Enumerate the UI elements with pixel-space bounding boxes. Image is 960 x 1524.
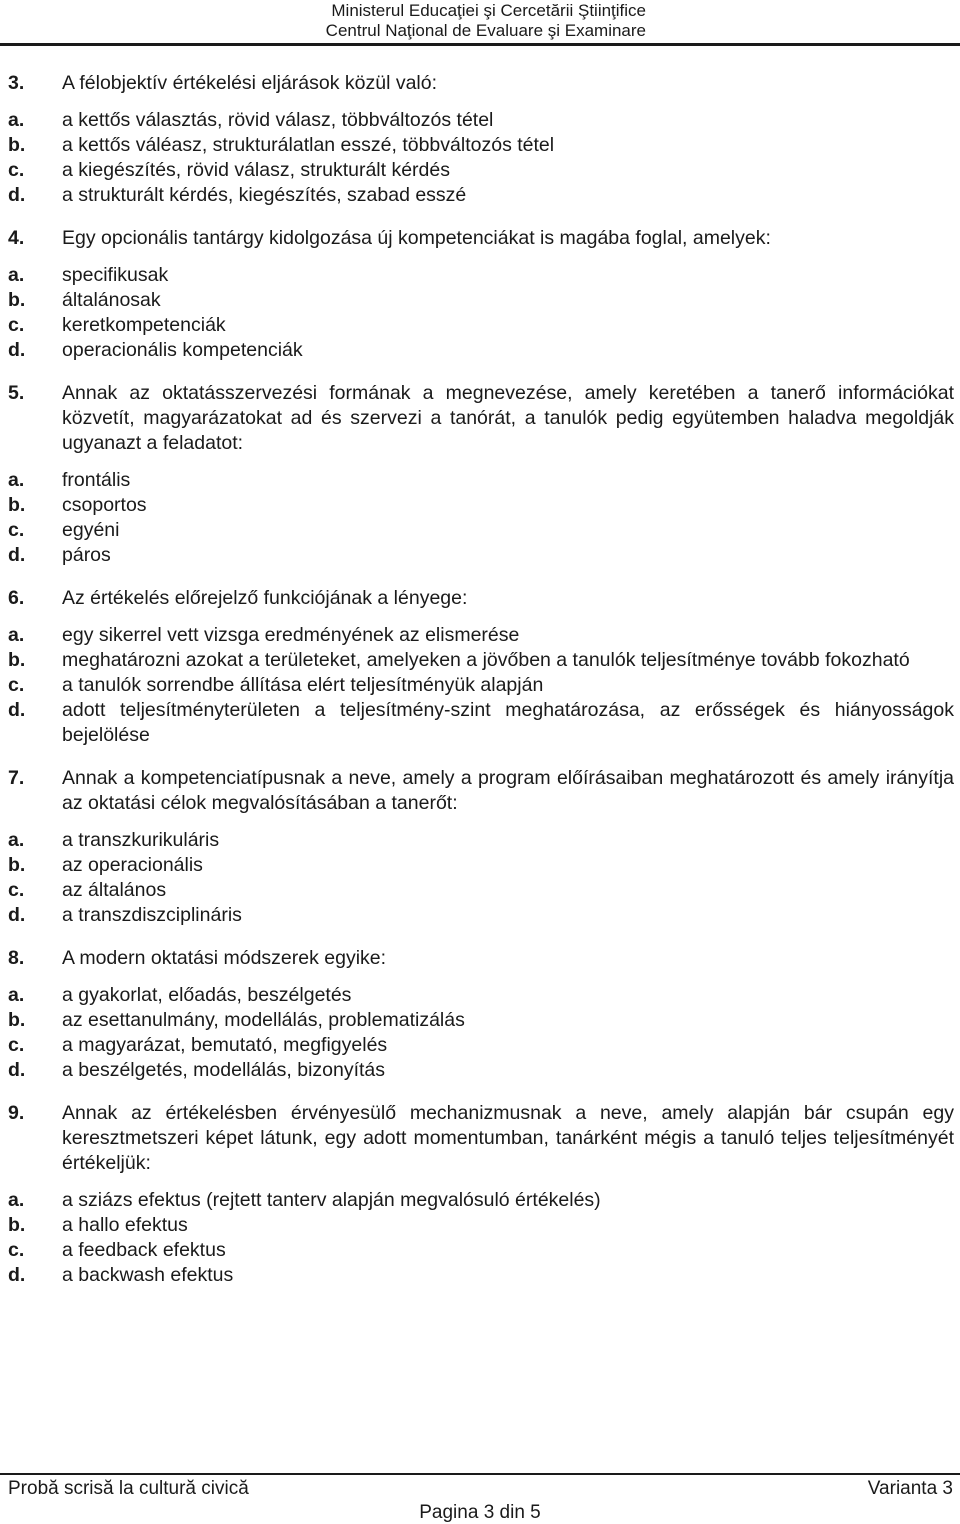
option-text: egy sikerrel vett vizsga eredményének az elismerése (62, 624, 520, 646)
footer-exam-title: Probă scrisă la cultură civică (8, 1478, 249, 1499)
option-text: a kettős váléasz, strukturálatlan esszé, többváltozós tétel (62, 134, 555, 156)
answer-options (8, 263, 954, 363)
option-letter: c. (8, 674, 25, 696)
option-text: operacionális kompetenciák (62, 339, 303, 361)
option-letter: b. (8, 134, 26, 156)
answer-option (8, 468, 954, 493)
answer-option (8, 493, 954, 518)
header-divider (0, 43, 960, 46)
option-text: a sziázs efektus (rejtett tanterv alapján megvalósuló értékelés) (62, 1189, 601, 1211)
question-text: Annak az értékelésben érvényesülő mechanizmusnak a neve, amely alapján bár csupán egy keresztmetszeri képet látunk, egy adott momentumban, tanárként mégis a tanuló teljes teljesítményét értékeljük: (62, 1102, 954, 1174)
option-letter: c. (8, 314, 25, 336)
option-text: egyéni (62, 519, 120, 541)
option-letter: b. (8, 1009, 26, 1031)
option-letter: d. (8, 1059, 26, 1081)
question-7 (8, 766, 954, 928)
option-text: a magyarázat, bemutató, megfigyelés (62, 1034, 388, 1056)
option-text: az esettanulmány, modellálás, problematizálás (62, 1009, 465, 1031)
answer-option (8, 1188, 954, 1213)
option-text: páros (62, 544, 111, 566)
answer-option (8, 183, 954, 208)
question-4 (8, 226, 954, 363)
answer-option (8, 828, 954, 853)
answer-options (8, 983, 954, 1083)
footer-variant: Varianta 3 (867, 1478, 953, 1499)
answer-options (8, 108, 954, 208)
question-number: 3. (8, 72, 25, 94)
answer-option (8, 263, 954, 288)
option-letter: d. (8, 544, 26, 566)
option-letter: b. (8, 854, 26, 876)
question-number: 7. (8, 767, 25, 789)
answer-option (8, 853, 954, 878)
option-letter: a. (8, 469, 25, 491)
answer-option (8, 1008, 954, 1033)
option-letter: b. (8, 1214, 26, 1236)
answer-option (8, 518, 954, 543)
option-letter: a. (8, 624, 25, 646)
answer-option (8, 288, 954, 313)
answer-option (8, 1263, 954, 1288)
question-6 (8, 586, 954, 748)
option-letter: d. (8, 184, 26, 206)
answer-options (8, 828, 954, 928)
question-text: Az értékelés előrejelző funkciójának a lényege: (62, 587, 468, 609)
answer-option (8, 673, 954, 698)
answer-option (8, 108, 954, 133)
option-letter: c. (8, 1034, 25, 1056)
option-text: az operacionális (62, 854, 203, 876)
option-letter: c. (8, 879, 25, 901)
option-letter: a. (8, 264, 25, 286)
option-text: a hallo efektus (62, 1214, 188, 1236)
option-letter: c. (8, 519, 25, 541)
option-text: a gyakorlat, előadás, beszélgetés (62, 984, 352, 1006)
question-9 (8, 1101, 954, 1288)
answer-option (8, 878, 954, 903)
option-text: a feedback efektus (62, 1239, 226, 1261)
option-letter: a. (8, 1189, 25, 1211)
answer-option (8, 133, 954, 158)
question-number: 6. (8, 587, 25, 609)
question-3 (8, 71, 954, 208)
answer-options (8, 1188, 954, 1288)
option-letter: b. (8, 649, 26, 671)
option-letter: a. (8, 109, 25, 131)
question-text: A félobjektív értékelési eljárások közül való: (62, 72, 438, 94)
option-text: a transzdiszciplináris (62, 904, 242, 926)
option-letter: d. (8, 339, 26, 361)
answer-options (8, 468, 954, 568)
option-text: adott teljesítményterületen a teljesítmény-szint meghatározása, az erősségek és hiányosságok bejelölése (62, 699, 954, 746)
answer-option (8, 313, 954, 338)
option-text: a kiegészítés, rövid válasz, strukturált kérdés (62, 159, 450, 181)
question-number: 9. (8, 1102, 25, 1124)
answer-option (8, 1033, 954, 1058)
option-letter: c. (8, 159, 25, 181)
answer-option (8, 623, 954, 648)
answer-option (8, 698, 954, 748)
question-text: Egy opcionális tantárgy kidolgozása új kompetenciákat is magába foglal, amelyek: (62, 227, 771, 249)
question-text: Annak a kompetenciatípusnak a neve, amely a program előírásaiban meghatározott és amely irányítja az oktatási célok megvalósításában a tanerőt: (62, 767, 954, 814)
option-text: a tanulók sorrendbe állítása elért teljesítményük alapján (62, 674, 544, 696)
option-text: keretkompetenciák (62, 314, 226, 336)
option-text: a transzkurikuláris (62, 829, 220, 851)
option-text: a strukturált kérdés, kiegészítés, szabad esszé (62, 184, 467, 206)
answer-option (8, 1238, 954, 1263)
header-center: Centrul Naţional de Evaluare şi Examinare (325, 21, 646, 40)
answer-option (8, 648, 954, 673)
question-number: 5. (8, 382, 25, 404)
answer-option (8, 158, 954, 183)
question-text: A modern oktatási módszerek egyike: (62, 947, 387, 969)
question-text: Annak az oktatásszervezési formának a megnevezése, amely keretében a tanerő információkat közvetít, magyarázatokat ad és szervezi a tanórát, a tanulók pedig együtemben haladva megoldják ugyanazt a feladatot: (62, 382, 954, 454)
option-text: az általános (62, 879, 167, 901)
answer-option (8, 983, 954, 1008)
option-letter: d. (8, 699, 26, 721)
option-letter: a. (8, 829, 25, 851)
option-letter: d. (8, 904, 26, 926)
option-letter: b. (8, 494, 26, 516)
option-letter: c. (8, 1239, 25, 1261)
option-text: a backwash efektus (62, 1264, 234, 1286)
option-text: csoportos (62, 494, 147, 516)
answer-options (8, 623, 954, 748)
question-number: 8. (8, 947, 25, 969)
page-header (0, 0, 960, 43)
answer-option (8, 1213, 954, 1238)
option-text: specifikusak (62, 264, 169, 286)
answer-option (8, 903, 954, 928)
answer-option (8, 338, 954, 363)
question-list (8, 71, 954, 1306)
footer-divider (0, 1473, 960, 1475)
answer-option (8, 543, 954, 568)
page-number: Pagina 3 din 5 (419, 1502, 541, 1523)
option-text: általánosak (62, 289, 161, 311)
question-number: 4. (8, 227, 25, 249)
answer-option (8, 1058, 954, 1083)
question-8 (8, 946, 954, 1083)
option-text: a beszélgetés, modellálás, bizonyítás (62, 1059, 386, 1081)
option-text: a kettős választás, rövid válasz, többváltozós tétel (62, 109, 494, 131)
question-5 (8, 381, 954, 568)
option-letter: d. (8, 1264, 26, 1286)
header-ministry: Ministerul Educaţiei şi Cercetării Ştiinţifice (331, 1, 646, 20)
option-text: meghatározni azokat a területeket, amelyeken a jövőben a tanulók teljesítménye tovább fokozható (62, 649, 910, 671)
option-text: frontális (62, 469, 131, 491)
option-letter: a. (8, 984, 25, 1006)
option-letter: b. (8, 289, 26, 311)
